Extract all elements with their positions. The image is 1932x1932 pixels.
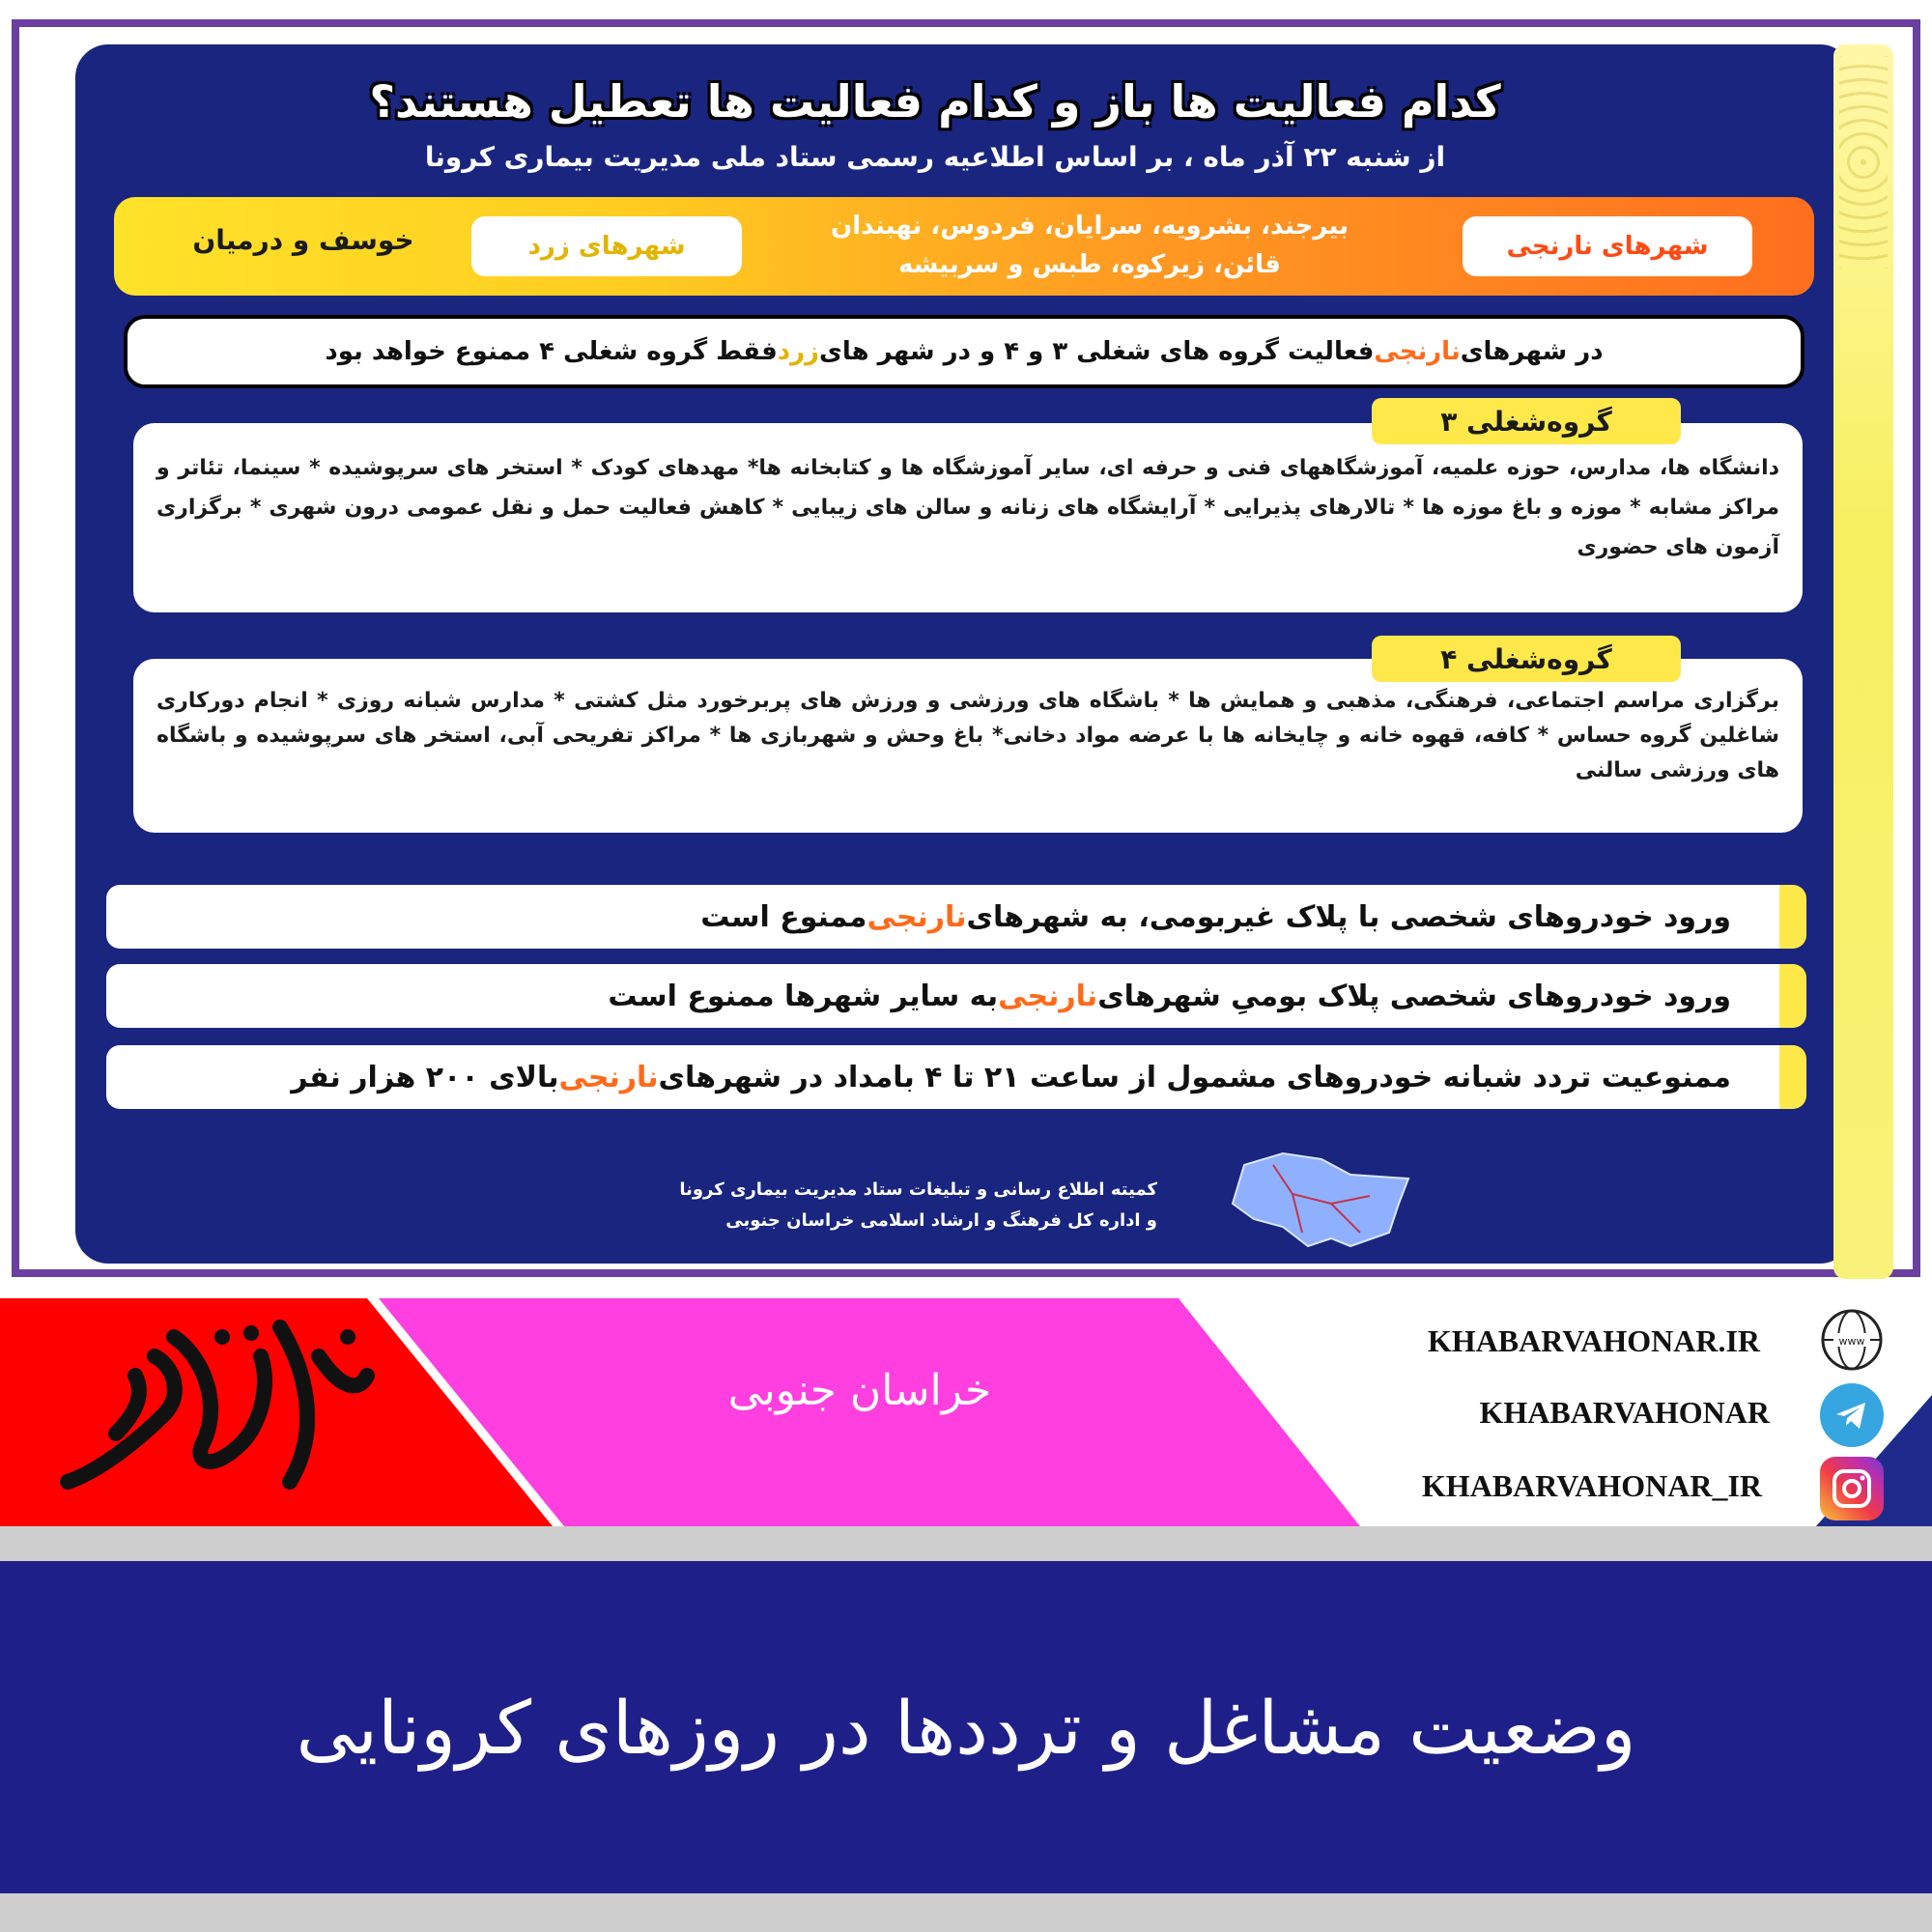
- rule-3-text-a: ممنوعیت تردد شبانه خودروهای مشمول از ساعت ۲۱ تا ۴ بامداد در شهرهای: [658, 1060, 1731, 1094]
- job-group-3-label: گروه‌شغلی ۳: [1372, 398, 1681, 444]
- notice-text-2: فعالیت گروه های شغلی ۳ و ۴ و در شهر های: [819, 337, 1375, 366]
- footer-line-2: و اداره کل فرهنگ و ارشاد اسلامی خراسان جنوبی: [725, 1210, 1157, 1231]
- notice-text-3: فقط گروه شغلی ۴ ممنوع خواهد بود: [325, 337, 778, 366]
- headline-text: وضعیت مشاغل و ترددها در روزهای کرونایی: [296, 1684, 1636, 1771]
- rule-3-orange-word: نارنجی: [558, 1060, 659, 1094]
- traffic-rule-2: [106, 964, 1806, 1028]
- infographic-frame: [12, 19, 1920, 1277]
- job-group-4-box: [133, 659, 1803, 833]
- rule-2-text-a: ورود خودروهای شخصی پلاک بومیِ شهرهای: [1097, 979, 1731, 1013]
- orange-cities-line-2: قائن، زیرکوه، طبس و سربیشه: [898, 250, 1281, 279]
- job-group-3-text: دانشگاه ها، مدارس، حوزه علمیه، آموزشگاههای فنی و حرفه ای، سایر آموزشگاه ها و کتابخانه ها* مهدهای کودک * استخر های سرپوشیده * سینما، تئاتر و مراکز مشابه * موزه و باغ موزه ها * تالارهای پذیرایی * آرایشگاه های زنانه و سالن های زیبایی * کاهش فعالیت حمل و نقل عمومی درون شهری * برگزاری آزمون های حضوری: [156, 456, 1779, 559]
- province-map-icon: [1215, 1146, 1428, 1252]
- rule-1-text-a: ورود خودروهای شخصی با پلاک غیربومی، به شهرهای: [966, 899, 1731, 934]
- city-classification-band: [114, 197, 1814, 296]
- job-group-3-box: [133, 423, 1803, 612]
- headline-bar: [0, 1561, 1932, 1893]
- notice-text-1: در شهرهای: [1460, 337, 1604, 366]
- telegram-icon[interactable]: [1820, 1383, 1884, 1447]
- brand-banner: [0, 1298, 1932, 1526]
- traffic-rule-3: [106, 1045, 1806, 1109]
- orange-cities-label: شهرهای نارنجی: [1463, 216, 1752, 276]
- footer-line-1: کمیته اطلاع رسانی و تبلیغات ستاد مدیریت بیماری کرونا: [679, 1179, 1157, 1200]
- province-name: خراسان جنوبی: [727, 1366, 992, 1415]
- yellow-cities-label: شهرهای زرد: [471, 216, 742, 276]
- khabar-va-honar-logo: [29, 1298, 396, 1526]
- notice-yellow-word: زرد: [777, 337, 820, 366]
- orange-cities-list: [742, 207, 1437, 284]
- rule-1-orange-word: نارنجی: [867, 899, 967, 934]
- rule-2-text-b: به سایر شهرها ممنوع است: [608, 979, 999, 1013]
- bottom-strip: [0, 1893, 1932, 1932]
- instagram-handle[interactable]: KHABARVAHONAR_IR: [1421, 1468, 1762, 1503]
- rule-2-orange-word: نارنجی: [998, 979, 1098, 1013]
- notice-orange-word: نارنجی: [1374, 337, 1461, 366]
- separator-strip: [0, 1526, 1932, 1561]
- rule-1-text-b: ممنوع است: [700, 899, 867, 934]
- poster-title: کدام فعالیت ها باز و کدام فعالیت ها تعطیل هستند؟: [369, 75, 1501, 128]
- orange-cities-line-1: بیرجند، بشرویه، سرایان، فردوس، نهبندان: [831, 212, 1349, 241]
- poster-footer-organization: [500, 1175, 1157, 1236]
- globe-icon[interactable]: [1820, 1308, 1884, 1372]
- website-address[interactable]: KHABARVAHONAR.IR: [1427, 1323, 1760, 1358]
- decorative-pattern: [1839, 56, 1888, 269]
- telegram-handle[interactable]: KHABARVAHONAR: [1479, 1395, 1770, 1430]
- rule-3-text-b: بالای ۲۰۰ هزار نفر: [291, 1060, 559, 1094]
- traffic-rule-1: [106, 885, 1806, 949]
- infographic-poster: [75, 44, 1853, 1264]
- svg-text:www: www: [1838, 1335, 1865, 1348]
- job-group-4-label: گروه‌شغلی ۴: [1372, 636, 1681, 682]
- job-group-4-text: برگزاری مراسم اجتماعی، فرهنگی، مذهبی و همایش ها * باشگاه های ورزشی و ورزش های پربرخورد مثل کشتی * مدارس شبانه روزی * انجام دورکاری شاغلین گروه حساس * کافه، قهوه خانه و چایخانه ها با عرضه مواد دخانی* باغ وحش و شهربازی ها * مراکز تفریحی آبی، استخر های سرپوشیده و باشگاه های ورزشی سالنی: [156, 689, 1779, 782]
- yellow-cities-list: خوسف و درمیان: [192, 224, 414, 256]
- instagram-icon[interactable]: [1820, 1457, 1884, 1520]
- restriction-notice: [124, 315, 1804, 388]
- poster-subtitle: از شنبه ۲۲ آذر ماه ، بر اساس اطلاعیه رسمی ستاد ملی مدیریت بیماری کرونا: [424, 141, 1446, 173]
